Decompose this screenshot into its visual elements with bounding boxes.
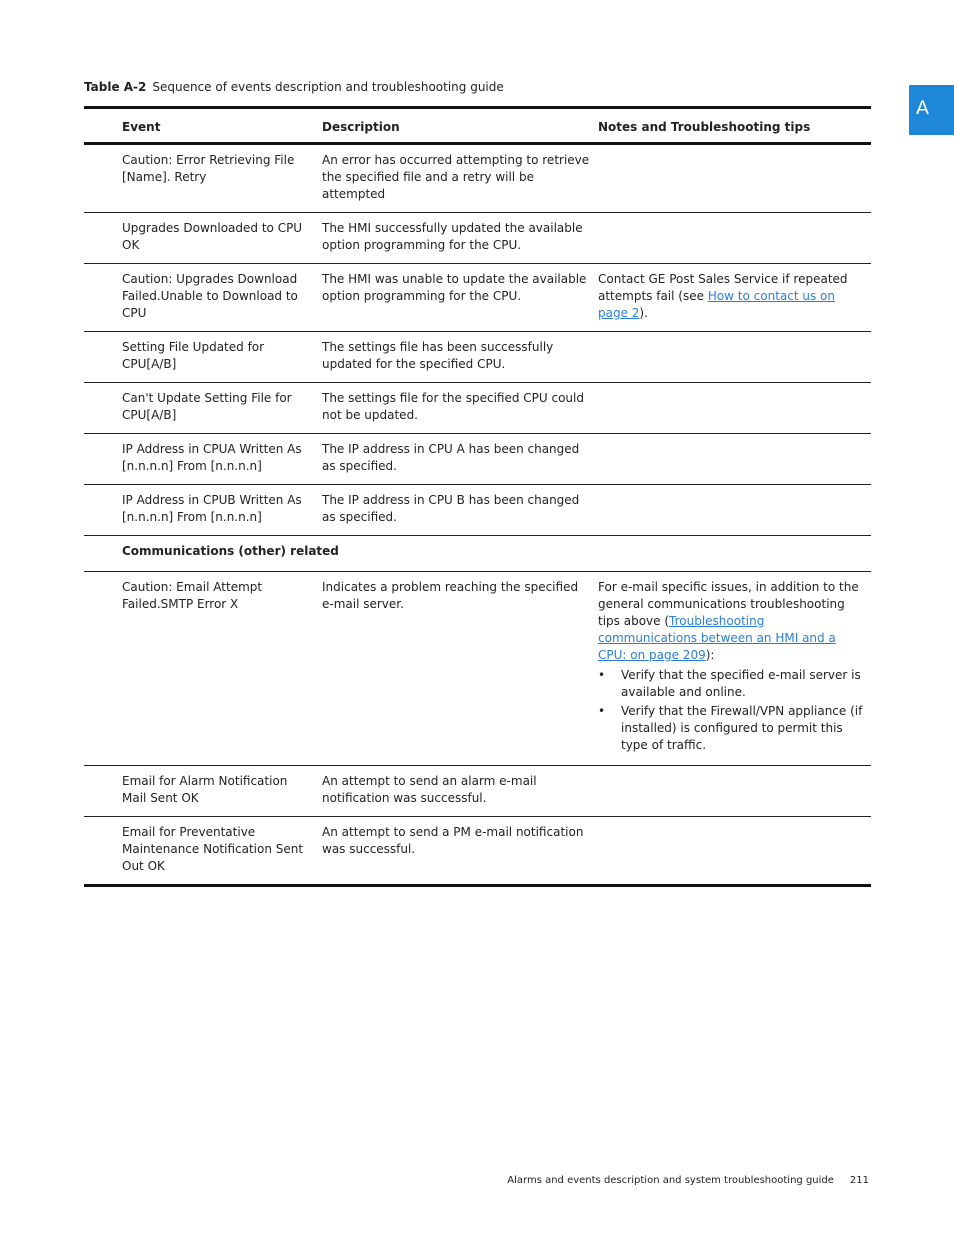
header-spacer <box>84 108 122 144</box>
event-cell: Email for Preventative Maintenance Notification Sent Out OK <box>122 825 304 873</box>
notes-cell <box>598 817 871 886</box>
section-tab-marker <box>909 85 954 135</box>
header-description: Description <box>322 119 400 134</box>
notes-cell <box>598 485 871 536</box>
event-cell: IP Address in CPUB Written As [n.n.n.n] From [n.n.n.n] <box>122 493 302 524</box>
description-cell: The settings file for the specified CPU could not be updated. <box>322 391 584 422</box>
notes-cell <box>598 572 871 766</box>
section-label: Communications (other) related <box>122 544 339 558</box>
notes-paragraph <box>598 579 863 664</box>
notes-text: ). <box>639 306 648 320</box>
description-cell: The HMI was unable to update the available option programming for the CPU. <box>322 272 587 303</box>
notes-cell <box>598 766 871 817</box>
description-cell: The settings file has been successfully updated for the specified CPU. <box>322 340 554 371</box>
table-row <box>84 213 871 264</box>
description-cell: Indicates a problem reaching the specified e-mail server. <box>322 580 579 611</box>
table-row <box>84 144 871 213</box>
notes-cell <box>598 383 871 434</box>
description-cell: An error has occurred attempting to retrieve the specified file and a retry will be attempted <box>322 153 590 201</box>
notes-text: ): <box>705 648 715 662</box>
event-cell: Caution: Error Retrieving File [Name]. Retry <box>122 153 295 184</box>
page-footer <box>507 1175 869 1186</box>
contact-us-link[interactable]: How to contact us on page 2 <box>598 289 836 320</box>
section-tab-letter: A <box>916 97 929 119</box>
event-cell: Upgrades Downloaded to CPU OK <box>122 221 303 252</box>
event-cell: Can't Update Setting File for CPU[A/B] <box>122 391 292 422</box>
page-number: 211 <box>849 1175 869 1186</box>
events-table <box>84 106 871 887</box>
notes-cell <box>598 264 871 332</box>
table-row <box>84 332 871 383</box>
table-row <box>84 434 871 485</box>
description-cell: An attempt to send a PM e-mail notification was successful. <box>322 825 584 856</box>
list-item: • Verify that the specified e-mail server is available and online. <box>621 667 863 701</box>
notes-cell <box>598 213 871 264</box>
table-row <box>84 264 871 332</box>
event-cell: Setting File Updated for CPU[A/B] <box>122 340 265 371</box>
header-event: Event <box>122 119 161 134</box>
tips-list <box>598 667 863 754</box>
event-cell: IP Address in CPUA Written As [n.n.n.n] From [n.n.n.n] <box>122 442 302 473</box>
description-cell: The IP address in CPU A has been changed as specified. <box>322 442 580 473</box>
table-row <box>84 572 871 766</box>
description-cell: An attempt to send an alarm e-mail notification was successful. <box>322 774 537 805</box>
table-caption-label: Table A-2 <box>84 80 147 94</box>
notes-cell <box>598 144 871 213</box>
event-cell: Caution: Upgrades Download Failed.Unable to Download to CPU <box>122 272 298 320</box>
event-cell: Caution: Email Attempt Failed.SMTP Error X <box>122 580 263 611</box>
table-row <box>84 766 871 817</box>
notes-text: Contact GE Post Sales Service if repeated attempts fail (see <box>598 272 848 303</box>
footer-title: Alarms and events description and system troubleshooting guide <box>507 1175 834 1186</box>
table-caption-title: Sequence of events description and troubleshooting guide <box>152 80 504 94</box>
table-row <box>84 485 871 536</box>
notes-cell <box>598 332 871 383</box>
list-item: • Verify that the Firewall/VPN appliance (if installed) is configured to permit this type of traffic. <box>621 703 863 754</box>
event-cell: Email for Alarm Notification Mail Sent OK <box>122 774 288 805</box>
table-row <box>84 383 871 434</box>
table-row <box>84 817 871 886</box>
notes-cell <box>598 434 871 485</box>
description-cell: The IP address in CPU B has been changed as specified. <box>322 493 580 524</box>
troubleshooting-communications-link[interactable]: Troubleshooting communications between an HMI and a CPU: on page 209 <box>598 614 836 662</box>
table-caption <box>84 80 504 94</box>
description-cell: The HMI successfully updated the available option programming for the CPU. <box>322 221 583 252</box>
notes-text: For e-mail specific issues, in addition to the general communications troubleshooting tips above ( <box>598 580 859 628</box>
header-notes: Notes and Troubleshooting tips <box>598 119 811 134</box>
section-row <box>84 536 871 572</box>
table-header-row <box>84 108 871 144</box>
